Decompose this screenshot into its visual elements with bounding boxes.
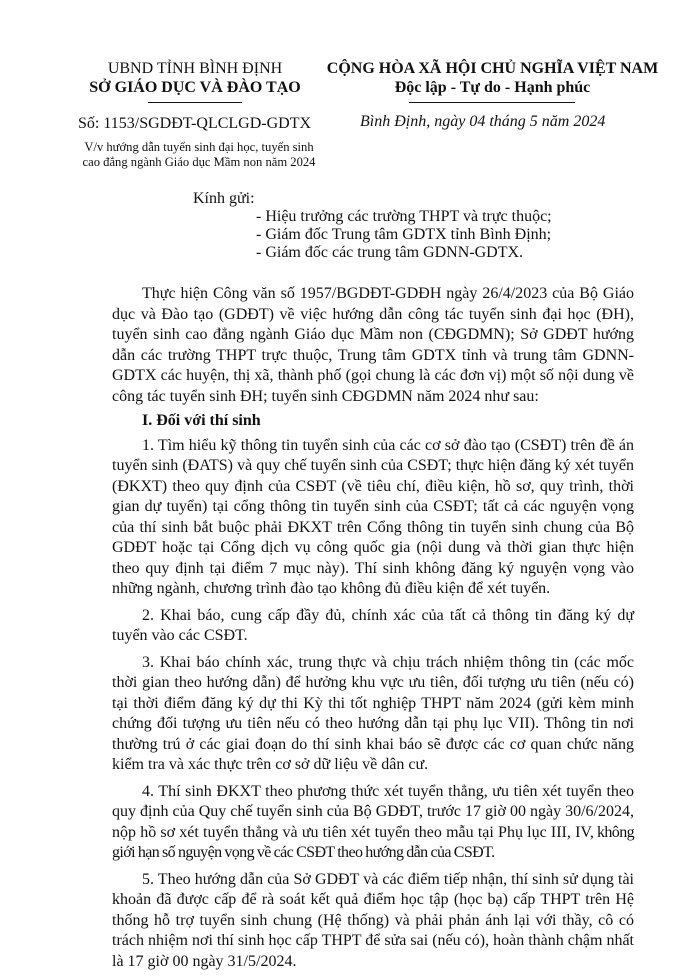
document-number-label: Số: bbox=[78, 115, 100, 132]
intro-paragraph: Thực hiện Công văn số 1957/BGDĐT-GDĐH ngày 26/4/2023 của Bộ Giáo dục và Đào tạo (GDĐT) về việc hướng dẫn công tác tuyển sinh đại học (ĐH), tuyển sinh cao đẳng ngành Giáo dục Mầm non (CĐGDMN); Sở GDĐT hướng dẫn các trường THPT trực thuộc, Trung tâm GDTX tỉnh và trung tâm GDNN-GDTX các huyện, thị xã, thành phố (gọi chung là các đơn vị) một số nội dung về công tác tuyển sinh ĐH; tuyển sinh CĐGDMN năm 2024 như sau: bbox=[112, 285, 634, 405]
paragraph-item-4-main: 4. Thí sinh ĐKXT theo phương thức xét tuyển thẳng, ưu tiên xét tuyển theo quy định của Quy chế tuyển sinh của Bộ GDĐT, trước 17 giờ 00 ngày 30/6/2024, nộp hồ sơ xét tuyển thẳng và ưu tiên xét tuyển theo mẫu tại Phụ lục III, IV, bbox=[112, 782, 634, 841]
paragraph-item-1: 1. Tìm hiểu kỹ thông tin tuyển sinh của các cơ sở đào tạo (CSĐT) trên đề án tuyển sinh (ĐATS) và quy chế tuyển sinh của CSĐT; thực hiện đăng ký xét tuyển (ĐKXT) theo quy định của CSĐT (về tiêu chí, điều kiện, hồ sơ, quy trình, thời gian dự tuyển) tại cổng thông tin tuyển sinh của CSĐT; tất cả các nguyện vọng của thí sinh bắt buộc phải ĐKXT trên Cổng thông tin tuyển sinh chung của Bộ GDĐT hoặc tại Cổng dịch vụ công quốc gia (nội dung và thời gian thực hiện theo quy định tại điểm 7 mục này). Thí sinh không đăng ký nguyện vọng vào những ngành, chương trình đào tạo không đủ điều kiện để xét tuyển. bbox=[112, 436, 634, 597]
issue-date: Bình Định, ngày 04 tháng 5 năm 2024 bbox=[360, 113, 606, 130]
national-motto: Độc lập - Tự do - Hạnh phúc bbox=[394, 79, 591, 96]
issuing-department: SỞ GIÁO DỤC VÀ ĐÀO TẠO bbox=[89, 79, 301, 96]
subject-line-2: cao đẳng ngành Giáo dục Mầm non năm 2024 bbox=[82, 155, 316, 169]
motto-underline bbox=[409, 102, 575, 103]
section-heading: I. Đối với thí sinh bbox=[142, 412, 261, 429]
paragraph-item-4 bbox=[112, 782, 634, 864]
recipient-item: - Hiệu trưởng các trường THPT và trực thuộc; bbox=[256, 208, 552, 225]
document-body bbox=[112, 284, 634, 978]
recipient-item: - Giám đốc Trung tâm GDTX tỉnh Bình Định; bbox=[256, 226, 552, 243]
recipient-item: - Giám đốc các trung tâm GDNN-GDTX. bbox=[256, 244, 524, 261]
document-subject bbox=[64, 140, 334, 170]
paragraph-item-4-tail: không giới hạn số nguyện vọng về các CSĐT theo hướng dẫn của CSĐT. bbox=[112, 823, 634, 861]
national-title: CỘNG HÒA XÃ HỘI CHỦ NGHĨA VIỆT NAM bbox=[326, 60, 659, 77]
paragraph-item-5: 5. Theo hướng dẫn của Sở GDĐT và các điểm tiếp nhận, thí sinh sử dụng tài khoản đã được cấp để rà soát kết quả điểm học tập (học bạ) cấp THPT trên Hệ thống hỗ trợ tuyển sinh chung (Hệ thống) và phải phản ánh lại với thầy, cô có trách nhiệm nơi thí sinh học cấp THPT để sửa sai (nếu có), hoàn thành chậm nhất là 17 giờ 00 ngày 31/5/2024. bbox=[112, 870, 634, 970]
authority-underline bbox=[148, 102, 242, 103]
document-number-value: 1153 bbox=[103, 115, 135, 132]
paragraph-item-3: 3. Khai báo chính xác, trung thực và chịu trách nhiệm thông tin (các mốc thời gian theo hướng dẫn) để hưởng khu vực ưu tiên, đối tượng ưu tiên (nếu có) tại thời điểm đăng ký dự thi Kỳ thi tốt nghiệp THPT năm 2024 (gửi kèm minh chứng đối tượng ưu tiên nếu có theo hướng dẫn tại phụ lục VII). Thông tin nơi thường trú ở các giai đoạn do thí sinh khai báo sẽ được các cơ quan chức năng kiểm tra và xác thực trên cơ sở dữ liệu về dân cư. bbox=[112, 653, 634, 773]
issuing-authority: UBND TỈNH BÌNH ĐỊNH bbox=[107, 60, 283, 77]
document-number-code: /SGDĐT-QLCLGD-GDTX bbox=[134, 115, 312, 132]
recipients-label: Kính gửi: bbox=[193, 190, 255, 207]
subject-line-1: V/v hướng dẫn tuyển sinh đại học, tuyển sinh bbox=[84, 140, 314, 154]
paragraph-item-2: 2. Khai báo, cung cấp đầy đủ, chính xác của tất cả thông tin đăng ký dự tuyển vào các CSĐT. bbox=[112, 606, 634, 644]
document-number bbox=[78, 115, 311, 133]
